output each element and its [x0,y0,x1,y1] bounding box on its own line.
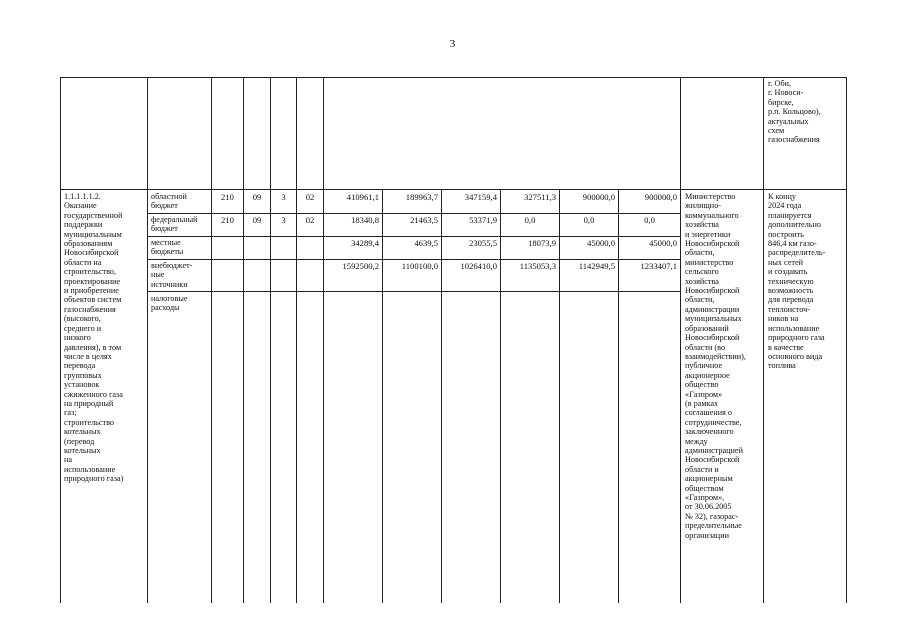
item-description: 1.1.1.1.1.2. Оказание государственной поддержки муниципальным образованиям Новосибирской области на строительство, проектирование и приобретение объектов систем газоснабжения (высокого, среднего и низкого давления), в том числе в целях перевода групповых установок сжиженного газа на природный газ; строительство котельных (перевод котельных на использование природного газа) [64,192,124,484]
column-divider [618,189,619,603]
value-2019: 34289,4 [351,238,379,248]
value-2022: 18073,9 [528,238,556,248]
responsible-executors: Министерство жилищно- коммунального хозяйства и энергетики Новосибирской области, министерство сельского хозяйства Новосибирской области, администрации муниципальных образований Новосибирской области (во взаимодействии), публичное акционерное общество «Газпром» (в рамках соглашения о сотрудничестве, заключенного между администрацией Новосибирской области и акционерным обществом «Газпром», от 30.06.2005 № 32), газорас- пределительные организации [685,192,746,540]
value-2024: 0,0 [644,215,655,225]
grbs-cell: 210 [221,192,234,202]
column-divider [763,77,764,603]
funding-source: налоговые расходы [151,294,188,313]
value-2024: 45000,0 [649,238,677,248]
column-divider [500,189,501,603]
column-divider [559,189,560,603]
row-divider [60,189,847,190]
executors-continued: г. Оби, г. Новоси- бирске, р.п. Кольцово), актуальных схем газоснабжения [768,79,821,145]
value-2019: 410961,1 [346,192,379,202]
value-2023: 1142949,5 [578,261,615,271]
value-2022: 327511,3 [524,192,556,202]
value-2023: 0,0 [583,215,595,225]
value-2024: 1233407,1 [640,261,677,271]
grbs-cell: 210 [221,215,234,225]
column-divider [60,77,61,603]
funding-source: федеральный бюджет [151,215,198,234]
csr-cell: 02 [305,192,315,202]
column-divider [323,77,324,603]
value-2023: 45000,0 [587,238,615,248]
value-2020: 1100100,0 [401,261,438,271]
rz-cell: 09 [252,192,262,202]
column-divider [382,189,383,603]
pr-cell: 3 [281,215,286,225]
funding-source: местные бюджеты [151,238,184,257]
value-2020: 21463,5 [410,215,438,225]
value-2021: 53371,9 [469,215,497,225]
value-2021: 347159,4 [464,192,497,202]
column-divider [680,77,681,603]
value-2024: 900000,0 [644,192,677,202]
column-divider [441,189,442,603]
row-divider [147,259,680,260]
funding-source: областной бюджет [151,192,187,211]
column-divider [147,77,148,603]
page-number: 3 [449,38,456,50]
value-2020: 4639,5 [414,238,438,248]
table-right-border [846,77,847,603]
value-2019: 1592500,2 [342,261,379,271]
column-divider [296,77,297,603]
row-divider [147,291,680,292]
rz-cell: 09 [252,215,262,225]
column-divider [243,77,244,603]
pr-cell: 3 [281,192,286,202]
table-top-border [60,77,847,78]
column-divider [211,77,212,603]
row-divider [147,213,680,214]
value-2022: 0,0 [524,215,536,225]
value-2023: 900000,0 [582,192,615,202]
column-divider [270,77,271,603]
value-2022: 1135053,3 [519,261,556,271]
row-divider [147,236,680,237]
funding-source: внебюджет- ные источники [151,261,193,289]
expected-result: К концу 2024 года планируется дополнительно построить 846,4 км газо- распределитель- ных сетей и создавать техническую возможность для перевода теплоисточ- ников на использование природного газа в качестве основного вида топлива [768,192,826,371]
value-2021: 1026410,0 [460,261,497,271]
csr-cell: 02 [305,215,315,225]
value-2019: 18340,8 [351,215,379,225]
value-2020: 189963,7 [405,192,438,202]
value-2021: 23055,5 [469,238,497,248]
